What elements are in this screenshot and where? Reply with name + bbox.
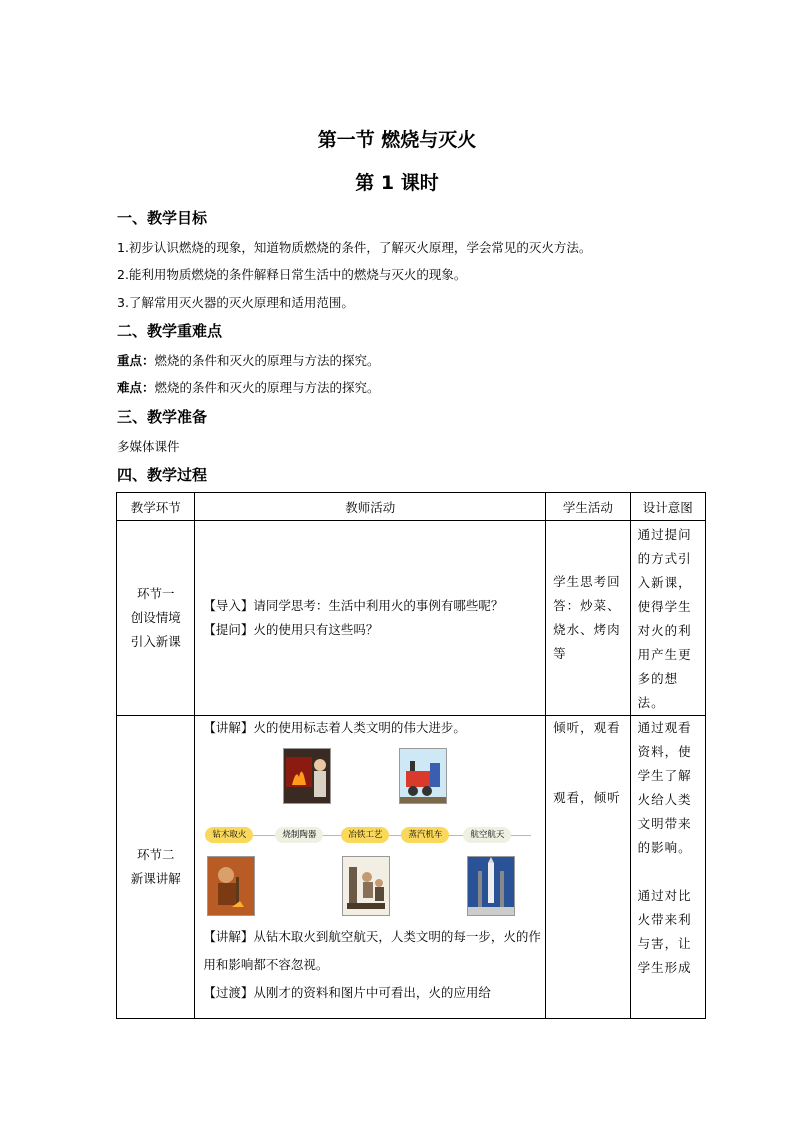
section-heading-key-points: 二、教学重难点 — [117, 322, 223, 340]
process-table — [116, 492, 706, 1019]
stage-cell — [117, 521, 195, 716]
stage-line: 新课讲解 — [130, 871, 181, 886]
header-teacher: 教师活动 — [195, 493, 546, 521]
intent-text: 通过对比火带来利与害，让学生形成 — [637, 888, 692, 975]
stage-line: 环节一 — [136, 586, 175, 601]
student-text: 学生思考回答：炒菜、烧水、烤肉等 — [553, 574, 621, 661]
label-steam-engine: 蒸汽机车 — [401, 827, 449, 843]
stage-cell — [117, 716, 195, 1019]
important-text: 燃烧的条件和灭火的原理与方法的探究。 — [154, 353, 380, 368]
teacher-line: 【讲解】火的使用标志着人类文明的伟大进步。 — [203, 720, 466, 735]
stage-line: 环节二 — [136, 847, 175, 862]
label-aerospace: 航空航天 — [463, 827, 511, 843]
difficult-label: 难点： — [117, 380, 155, 395]
student-text: 观看，倾听 — [553, 790, 621, 805]
goal-item: 3.了解常用灭火器的灭火原理和适用范围。 — [117, 295, 354, 310]
goal-item: 2.能利用物质燃烧的条件解释日常生活中的燃烧与灭火的现象。 — [117, 267, 467, 282]
section-heading-process: 四、教学过程 — [117, 466, 208, 484]
important-point — [117, 351, 380, 369]
iron-smelting-image — [342, 856, 390, 916]
section-heading-goals: 一、教学目标 — [117, 209, 208, 227]
difficult-point — [117, 378, 380, 396]
intent-text: 通过观看资料，使学生了解火给人类文明带来的影响。 — [637, 720, 692, 855]
document-subtitle: 第 1 课时 — [355, 172, 439, 194]
fire-history-diagram — [203, 744, 543, 919]
teacher-cell — [195, 716, 546, 1019]
difficult-text: 燃烧的条件和灭火的原理与方法的探究。 — [154, 380, 380, 395]
student-text: 倾听，观看 — [553, 720, 621, 735]
pottery-kiln-image — [283, 748, 331, 804]
header-intent: 设计意图 — [630, 493, 705, 521]
table-row — [117, 716, 706, 1019]
intent-text: 通过提问的方式引入新课，使得学生对火的利用产生更多的想法。 — [637, 527, 692, 710]
student-cell — [546, 716, 630, 1019]
teacher-line: 【讲解】从钻木取火到航空航天，人类文明的每一步，火的作用和影响都不容忽视。 — [203, 929, 541, 972]
label-ironmaking: 冶铁工艺 — [341, 827, 389, 843]
document-title: 第一节 燃烧与灭火 — [317, 129, 477, 151]
teacher-line: 【过渡】从刚才的资料和图片中可看出，火的应用给 — [203, 985, 491, 1000]
student-cell — [546, 521, 630, 716]
aerospace-rocket-image — [467, 856, 515, 916]
drilling-wood-image — [207, 856, 255, 916]
label-drilling-fire: 钻木取火 — [205, 827, 253, 843]
teacher-line: 【提问】火的使用只有这些吗？ — [203, 622, 379, 637]
goal-item: 1.初步认识燃烧的现象，知道物质燃烧的条件，了解灭火原理，学会常见的灭火方法。 — [117, 240, 592, 255]
teacher-line: 【导入】请同学思考：生活中利用火的事例有哪些呢？ — [203, 598, 504, 613]
table-header-row — [117, 493, 706, 521]
teacher-cell — [195, 521, 546, 716]
stage-line: 创设情境 — [130, 610, 181, 625]
label-pottery: 烧制陶器 — [275, 827, 323, 843]
intent-cell — [630, 716, 705, 1019]
intent-cell — [630, 521, 705, 716]
header-student: 学生活动 — [546, 493, 630, 521]
stage-line: 引入新课 — [130, 634, 181, 649]
header-stage: 教学环节 — [117, 493, 195, 521]
steam-locomotive-image — [399, 748, 447, 804]
prep-text: 多媒体课件 — [117, 439, 180, 454]
important-label: 重点： — [117, 353, 155, 368]
section-heading-prep: 三、教学准备 — [117, 408, 208, 426]
table-row — [117, 521, 706, 716]
